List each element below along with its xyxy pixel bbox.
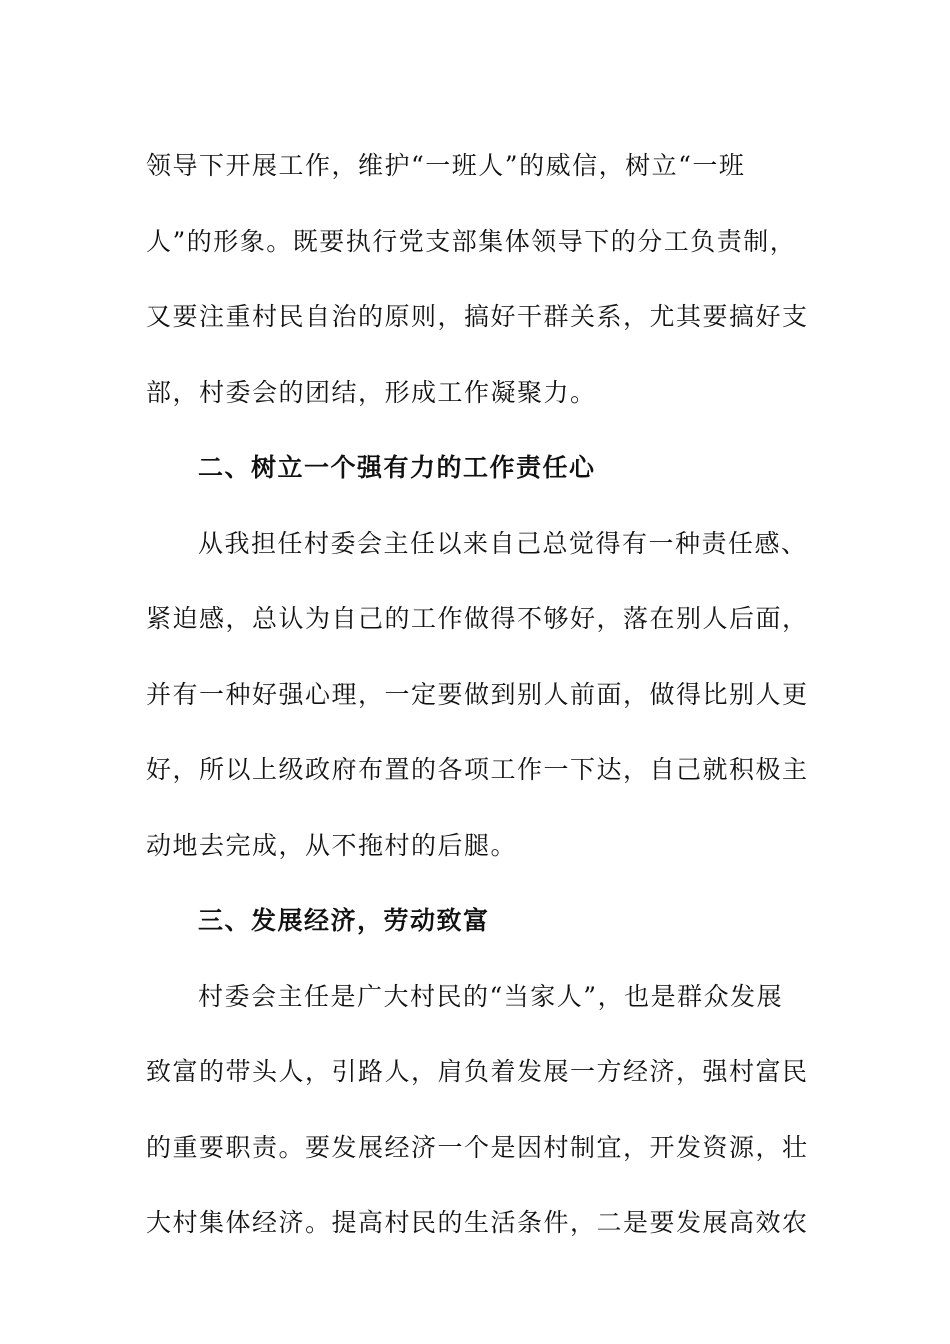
text-line: 的重要职责。要发展经济一个是因村制宜，开发资源，壮 — [146, 1132, 809, 1162]
paragraph-economy — [146, 959, 809, 1261]
text-line: 致富的带头人，引路人，肩负着发展一方经济，强村富民 — [146, 1057, 809, 1086]
heading-text: 三、发展经济，劳动致富 — [198, 906, 490, 935]
paragraph-responsibility — [146, 506, 809, 884]
text-line: 并有一种好强心理，一定要做到别人前面，做得比别人更 — [146, 679, 809, 709]
text-line: 从我担任村委会主任以来自己总觉得有一种责任感、 — [198, 528, 808, 558]
document-body — [146, 128, 809, 1261]
text-line: 领导下开展工作，维护“一班人”的威信，树立“一班 — [146, 151, 746, 180]
text-line: 大村集体经济。提高村民的生活条件，二是要发展高效农 — [146, 1208, 809, 1237]
text-line: 动地去完成，从不拖村的后腿。 — [146, 830, 518, 860]
heading-text: 二、树立一个强有力的工作责任心 — [198, 453, 596, 482]
text-line: 紧迫感，总认为自己的工作做得不够好，落在别人后面， — [146, 604, 809, 633]
text-line: 又要注重村民自治的原则，搞好干群关系，尤其要搞好支 — [146, 302, 809, 331]
text-line: 好，所以上级政府布置的各项工作一下达，自己就积极主 — [146, 755, 809, 784]
text-line: 村委会主任是广大村民的“当家人”，也是群众发展 — [198, 981, 784, 1011]
text-line: 人”的形象。既要执行党支部集体领导下的分工负责制， — [146, 226, 797, 256]
section-heading-2 — [146, 430, 786, 506]
text-line: 部，村委会的团结，形成工作凝聚力。 — [146, 377, 597, 407]
paragraph-continuation — [146, 128, 809, 430]
section-heading-3 — [146, 883, 786, 959]
